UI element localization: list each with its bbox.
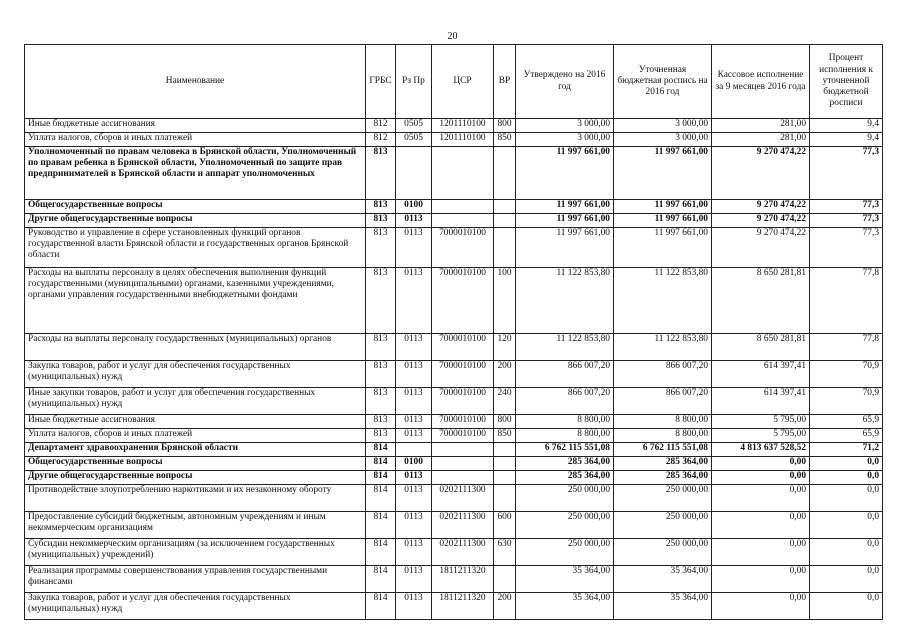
cell-csr (432, 457, 494, 471)
cell-csr: 0202111300 (432, 512, 494, 539)
table-row (25, 429, 883, 443)
cell-name: Закупка товаров, работ и услуг для обеспечения государственных (муниципальных) нужд (25, 361, 366, 388)
cell-percent: 0,0 (810, 566, 883, 593)
cell-refined: 250 000,00 (614, 485, 712, 512)
cell-percent: 9,4 (810, 133, 883, 147)
cell-cash: 281,00 (712, 119, 810, 133)
cell-grbs: 813 (366, 361, 396, 388)
cell-grbs: 813 (366, 415, 396, 429)
cell-grbs: 814 (366, 593, 396, 620)
cell-vr (494, 471, 516, 485)
cell-vr: 800 (494, 415, 516, 429)
cell-name: Иные закупки товаров, работ и услуг для обеспечения государственных (муниципальных) нужд (25, 388, 366, 415)
cell-cash: 0,00 (712, 593, 810, 620)
cell-refined: 8 800,00 (614, 415, 712, 429)
cell-csr: 0202111300 (432, 539, 494, 566)
cell-refined: 11 122 853,80 (614, 334, 712, 361)
budget-table (24, 44, 883, 620)
cell-name: Закупка товаров, работ и услуг для обеспечения государственных (муниципальных) нужд (25, 593, 366, 620)
cell-rzpr: 0113 (396, 415, 432, 429)
cell-name: Расходы на выплаты персоналу в целях обеспечения выполнения функций государственными (муниципальными) органами, казенными учреждениями, органами управления государственными внебюджетными фондами (25, 268, 366, 334)
cell-refined: 285 364,00 (614, 471, 712, 485)
cell-refined: 11 997 661,00 (614, 147, 712, 200)
cell-csr: 1201110100 (432, 119, 494, 133)
cell-grbs: 813 (366, 200, 396, 214)
cell-percent: 77,3 (810, 228, 883, 268)
cell-percent: 77,3 (810, 214, 883, 228)
cell-rzpr: 0113 (396, 268, 432, 334)
cell-csr: 1811211320 (432, 593, 494, 620)
table-row (25, 214, 883, 228)
cell-vr: 600 (494, 512, 516, 539)
cell-refined: 250 000,00 (614, 539, 712, 566)
cell-refined: 35 364,00 (614, 593, 712, 620)
cell-csr: 7000010100 (432, 388, 494, 415)
cell-csr: 1201110100 (432, 133, 494, 147)
table-row (25, 334, 883, 361)
cell-rzpr (396, 443, 432, 457)
cell-refined: 35 364,00 (614, 566, 712, 593)
cell-csr: 7000010100 (432, 429, 494, 443)
cell-refined: 250 000,00 (614, 512, 712, 539)
table-row (25, 361, 883, 388)
cell-csr: 7000010100 (432, 415, 494, 429)
cell-percent: 65,9 (810, 429, 883, 443)
cell-cash: 281,00 (712, 133, 810, 147)
cell-grbs: 814 (366, 471, 396, 485)
header-name: Наименование (25, 45, 366, 119)
cell-name: Общегосударственные вопросы (25, 457, 366, 471)
cell-cash: 9 270 474,22 (712, 147, 810, 200)
cell-grbs: 814 (366, 539, 396, 566)
cell-approved: 8 800,00 (516, 429, 614, 443)
cell-vr: 630 (494, 539, 516, 566)
cell-grbs: 813 (366, 388, 396, 415)
cell-refined: 11 122 853,80 (614, 268, 712, 334)
cell-grbs: 814 (366, 485, 396, 512)
cell-percent: 70,9 (810, 388, 883, 415)
cell-grbs: 814 (366, 443, 396, 457)
cell-vr: 120 (494, 334, 516, 361)
cell-cash: 5 795,00 (712, 429, 810, 443)
cell-rzpr: 0113 (396, 429, 432, 443)
table-body (25, 119, 883, 620)
cell-vr: 850 (494, 133, 516, 147)
cell-csr: 7000010100 (432, 228, 494, 268)
cell-approved: 11 122 853,80 (516, 268, 614, 334)
cell-refined: 285 364,00 (614, 457, 712, 471)
cell-rzpr: 0113 (396, 228, 432, 268)
cell-rzpr: 0113 (396, 361, 432, 388)
cell-rzpr: 0100 (396, 200, 432, 214)
cell-percent: 77,3 (810, 147, 883, 200)
table-row (25, 593, 883, 620)
cell-percent: 0,0 (810, 539, 883, 566)
cell-refined: 6 762 115 551,08 (614, 443, 712, 457)
cell-rzpr: 0113 (396, 539, 432, 566)
cell-rzpr: 0505 (396, 133, 432, 147)
cell-grbs: 814 (366, 566, 396, 593)
cell-csr: 7000010100 (432, 361, 494, 388)
header-rzpr: Рз Пр (396, 45, 432, 119)
cell-name: Другие общегосударственные вопросы (25, 471, 366, 485)
cell-percent: 0,0 (810, 457, 883, 471)
header-refined: Уточненная бюджетная роспись на 2016 год (614, 45, 712, 119)
cell-refined: 866 007,20 (614, 388, 712, 415)
cell-rzpr: 0113 (396, 214, 432, 228)
cell-rzpr: 0113 (396, 471, 432, 485)
cell-name: Иные бюджетные ассигнования (25, 119, 366, 133)
cell-approved: 6 762 115 551,08 (516, 443, 614, 457)
cell-approved: 35 364,00 (516, 566, 614, 593)
header-cash: Кассовое исполнение за 9 месяцев 2016 года (712, 45, 810, 119)
cell-cash: 0,00 (712, 566, 810, 593)
cell-approved: 866 007,20 (516, 388, 614, 415)
cell-cash: 0,00 (712, 512, 810, 539)
cell-csr: 7000010100 (432, 334, 494, 361)
cell-refined: 3 000,00 (614, 133, 712, 147)
cell-cash: 9 270 474,22 (712, 214, 810, 228)
cell-cash: 9 270 474,22 (712, 200, 810, 214)
cell-vr: 850 (494, 429, 516, 443)
cell-vr (494, 147, 516, 200)
cell-name: Иные бюджетные ассигнования (25, 415, 366, 429)
cell-grbs: 813 (366, 429, 396, 443)
cell-name: Расходы на выплаты персоналу государственных (муниципальных) органов (25, 334, 366, 361)
cell-cash: 614 397,41 (712, 388, 810, 415)
table-row (25, 415, 883, 429)
cell-vr: 240 (494, 388, 516, 415)
cell-grbs: 812 (366, 119, 396, 133)
cell-cash: 8 650 281,81 (712, 268, 810, 334)
table-row (25, 471, 883, 485)
cell-percent: 65,9 (810, 415, 883, 429)
cell-refined: 866 007,20 (614, 361, 712, 388)
cell-name: Другие общегосударственные вопросы (25, 214, 366, 228)
table-row (25, 228, 883, 268)
header-vr: ВР (494, 45, 516, 119)
cell-refined: 3 000,00 (614, 119, 712, 133)
cell-name: Предоставление субсидий бюджетным, автономным учреждениям и иным некоммерческим организациям (25, 512, 366, 539)
cell-refined: 11 997 661,00 (614, 214, 712, 228)
cell-cash: 0,00 (712, 539, 810, 566)
table-row (25, 200, 883, 214)
cell-vr: 200 (494, 593, 516, 620)
cell-csr (432, 200, 494, 214)
cell-approved: 11 997 661,00 (516, 228, 614, 268)
cell-percent: 0,0 (810, 593, 883, 620)
cell-vr (494, 457, 516, 471)
cell-csr: 0202111300 (432, 485, 494, 512)
cell-rzpr: 0113 (396, 485, 432, 512)
cell-csr: 1811211320 (432, 566, 494, 593)
table-row (25, 119, 883, 133)
cell-cash: 0,00 (712, 457, 810, 471)
cell-percent: 77,8 (810, 334, 883, 361)
cell-vr: 200 (494, 361, 516, 388)
cell-cash: 5 795,00 (712, 415, 810, 429)
cell-grbs: 813 (366, 214, 396, 228)
cell-name: Уплата налогов, сборов и иных платежей (25, 133, 366, 147)
cell-vr: 800 (494, 119, 516, 133)
cell-name: Департамент здравоохранения Брянской области (25, 443, 366, 457)
cell-rzpr (396, 147, 432, 200)
header-csr: ЦСР (432, 45, 494, 119)
cell-approved: 866 007,20 (516, 361, 614, 388)
cell-rzpr: 0113 (396, 334, 432, 361)
table-header-row (25, 45, 883, 119)
cell-vr (494, 214, 516, 228)
cell-csr (432, 443, 494, 457)
cell-name: Уплата налогов, сборов и иных платежей (25, 429, 366, 443)
cell-refined: 8 800,00 (614, 429, 712, 443)
cell-vr: 100 (494, 268, 516, 334)
cell-approved: 285 364,00 (516, 457, 614, 471)
cell-grbs: 812 (366, 133, 396, 147)
cell-name: Противодействие злоупотреблению наркотиками и их незаконному обороту (25, 485, 366, 512)
cell-csr: 7000010100 (432, 268, 494, 334)
cell-percent: 0,0 (810, 471, 883, 485)
cell-approved: 11 997 661,00 (516, 200, 614, 214)
cell-grbs: 813 (366, 334, 396, 361)
cell-cash: 0,00 (712, 471, 810, 485)
table-row (25, 147, 883, 200)
table-row (25, 133, 883, 147)
cell-approved: 8 800,00 (516, 415, 614, 429)
cell-approved: 250 000,00 (516, 512, 614, 539)
cell-name: Руководство и управление в сфере установленных функций органов государственной власти Брянской области и государственных органов Брянской области (25, 228, 366, 268)
cell-grbs: 813 (366, 268, 396, 334)
cell-rzpr: 0113 (396, 512, 432, 539)
cell-rzpr: 0100 (396, 457, 432, 471)
table-row (25, 268, 883, 334)
cell-csr (432, 147, 494, 200)
cell-vr (494, 200, 516, 214)
table-row (25, 388, 883, 415)
cell-rzpr: 0113 (396, 593, 432, 620)
cell-grbs: 814 (366, 457, 396, 471)
cell-approved: 285 364,00 (516, 471, 614, 485)
cell-cash: 0,00 (712, 485, 810, 512)
cell-percent: 77,3 (810, 200, 883, 214)
cell-percent: 0,0 (810, 512, 883, 539)
cell-percent: 70,9 (810, 361, 883, 388)
cell-approved: 3 000,00 (516, 119, 614, 133)
cell-approved: 250 000,00 (516, 485, 614, 512)
table-row (25, 457, 883, 471)
page-number: 20 (447, 31, 458, 42)
table-row (25, 443, 883, 457)
cell-approved: 11 122 853,80 (516, 334, 614, 361)
cell-vr (494, 228, 516, 268)
cell-vr (494, 566, 516, 593)
cell-name: Субсидии некоммерческим организациям (за исключением государственных (муниципальных) учреждений) (25, 539, 366, 566)
cell-name: Общегосударственные вопросы (25, 200, 366, 214)
cell-approved: 11 997 661,00 (516, 147, 614, 200)
cell-refined: 11 997 661,00 (614, 228, 712, 268)
cell-name: Реализация программы совершенствования управления государственными финансами (25, 566, 366, 593)
cell-approved: 250 000,00 (516, 539, 614, 566)
table-row (25, 485, 883, 512)
cell-percent: 71,2 (810, 443, 883, 457)
cell-grbs: 813 (366, 228, 396, 268)
table-row (25, 539, 883, 566)
header-percent: Процент исполнения к уточненной бюджетной росписи (810, 45, 883, 119)
cell-csr (432, 471, 494, 485)
cell-percent: 9,4 (810, 119, 883, 133)
cell-rzpr: 0113 (396, 388, 432, 415)
cell-cash: 614 397,41 (712, 361, 810, 388)
cell-cash: 9 270 474,22 (712, 228, 810, 268)
cell-cash: 8 650 281,81 (712, 334, 810, 361)
table-row (25, 566, 883, 593)
cell-grbs: 814 (366, 512, 396, 539)
cell-name: Уполномоченный по правам человека в Брянской области, Уполномоченный по правам ребенка в Брянской области, Уполномоченный по защите прав предпринимателей в Брянской области и аппарат уполномоченных (25, 147, 366, 200)
cell-grbs: 813 (366, 147, 396, 200)
cell-percent: 77,8 (810, 268, 883, 334)
cell-percent: 0,0 (810, 485, 883, 512)
cell-rzpr: 0113 (396, 566, 432, 593)
cell-refined: 11 997 661,00 (614, 200, 712, 214)
cell-csr (432, 214, 494, 228)
cell-approved: 11 997 661,00 (516, 214, 614, 228)
header-approved: Утверждено на 2016 год (516, 45, 614, 119)
header-grbs: ГРБС (366, 45, 396, 119)
cell-vr (494, 443, 516, 457)
cell-approved: 35 364,00 (516, 593, 614, 620)
cell-rzpr: 0505 (396, 119, 432, 133)
cell-approved: 3 000,00 (516, 133, 614, 147)
cell-vr (494, 485, 516, 512)
cell-cash: 4 813 637 528,52 (712, 443, 810, 457)
table-row (25, 512, 883, 539)
